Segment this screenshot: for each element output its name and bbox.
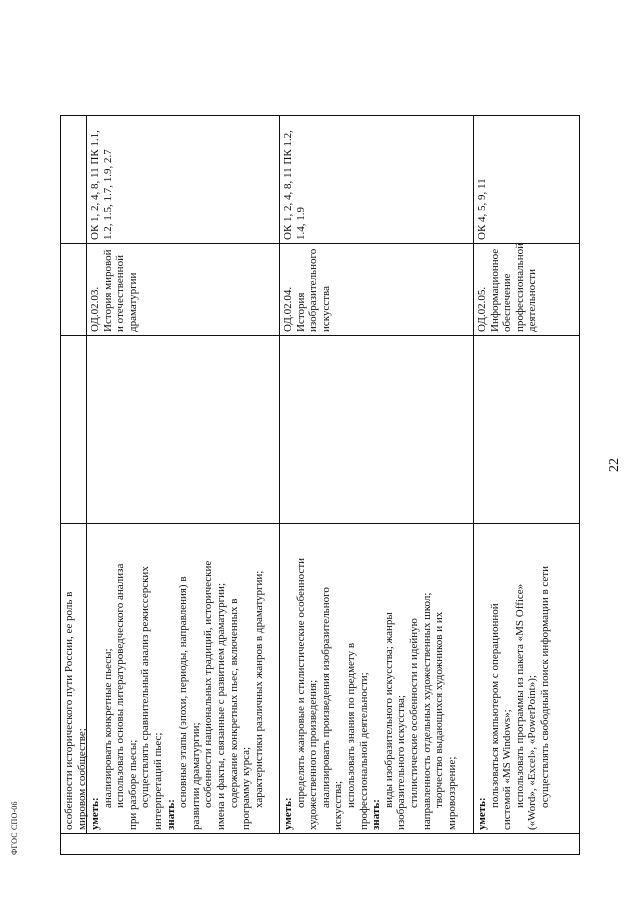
text-line: искусства; bbox=[332, 780, 345, 830]
text-line: («Word», «Excel», «PowerPoint»); bbox=[526, 675, 539, 830]
column-divider bbox=[61, 523, 579, 524]
skills-heading: уметь: bbox=[282, 797, 294, 830]
text-line: содержание конкретных пьес, включенных в bbox=[227, 598, 240, 808]
knowledge-heading: знать: bbox=[370, 799, 383, 830]
discipline-cell: ОД.02.05. Информационное обеспечение профессиональной деятельности bbox=[476, 243, 539, 332]
text-line: мировоззрение; bbox=[445, 756, 458, 830]
text-line: имена и факты, связанные с развитием драматургии; bbox=[214, 582, 227, 830]
text-line: особенности исторического пути России, ее роль в bbox=[63, 591, 75, 830]
text-line: системой «MS Windows»; bbox=[501, 709, 514, 830]
text-line: интерпретаций пьес; bbox=[151, 732, 164, 830]
text-line: при разборе пьесы; bbox=[126, 739, 139, 830]
text-line: осуществлять свободный поиск информации в сети bbox=[538, 566, 551, 808]
text-line: характеристики различных жанров в драматургии; bbox=[252, 570, 265, 808]
row-divider bbox=[473, 116, 474, 834]
rotated-page bbox=[10, 115, 622, 855]
column-divider bbox=[61, 335, 579, 336]
table-row bbox=[476, 530, 552, 830]
text-line: творчество выдающихся художников и их bbox=[433, 611, 446, 808]
text-line: виды изобразительного искусства; жанры bbox=[382, 612, 395, 808]
text-line: особенности национальных традиций, исторические bbox=[202, 560, 215, 808]
text-line: профессиональной деятельности; bbox=[357, 672, 370, 830]
text-line: художественного произведения; bbox=[307, 679, 320, 830]
table-row bbox=[89, 530, 265, 830]
footer-code: ФГОС СПО-06 bbox=[10, 801, 19, 855]
text-line: основные этапы (эпохи, периоды, направления) в bbox=[177, 576, 190, 808]
text-line: использовать знания по предмету в bbox=[344, 642, 357, 808]
text-line: анализировать произведения изобразительного bbox=[319, 587, 332, 808]
skills-heading: уметь: bbox=[476, 797, 488, 830]
text-line: мировом сообществе; bbox=[75, 728, 88, 830]
curriculum-table bbox=[60, 115, 580, 855]
text-line: осуществлять сравнительный анализ режиссерских bbox=[139, 566, 152, 808]
column-divider bbox=[61, 833, 579, 834]
text-line: направленность отдельных художественных школ; bbox=[420, 592, 433, 830]
text-line: развитии драматургии; bbox=[189, 722, 202, 830]
competencies-cell: ОК 1, 2, 4, 8, 11 ПК 1.2, 1.4, 1.9 bbox=[282, 130, 307, 240]
discipline-cell: ОД.02.04. История изобразительного искусства bbox=[282, 248, 332, 332]
page-number: 22 bbox=[607, 458, 622, 472]
text-line: определять жанровые и стилистические особенности bbox=[294, 557, 307, 808]
competencies-cell: ОК 1, 2, 4, 8, 11 ПК 1.1, 1.2, 1.5, 1.7, 1.9, 2.7 bbox=[89, 130, 114, 240]
discipline-cell: ОД.02.03. История мировой и отечественной драматургии bbox=[89, 249, 139, 332]
table-row bbox=[63, 530, 88, 830]
row-divider bbox=[279, 116, 280, 834]
column-divider bbox=[61, 243, 579, 244]
text-line: пользоваться компьютером с операционной bbox=[488, 603, 501, 808]
text-line: использовать программы из пакета «MS Office» bbox=[513, 583, 526, 808]
text-line: программу курса; bbox=[240, 746, 253, 830]
skills-heading: уметь: bbox=[89, 797, 101, 830]
text-line: стилистические особенности и идейную bbox=[407, 618, 420, 808]
knowledge-heading: знать: bbox=[164, 799, 177, 830]
competencies-cell: ОК 4, 5, 9, 11 bbox=[476, 178, 488, 240]
text-line: анализировать конкретные пьесы; bbox=[101, 648, 114, 808]
text-line: использовать основы литературоведческого анализа bbox=[114, 563, 127, 808]
text-line: изобразительного искусства; bbox=[395, 695, 408, 830]
table-row bbox=[282, 530, 458, 830]
